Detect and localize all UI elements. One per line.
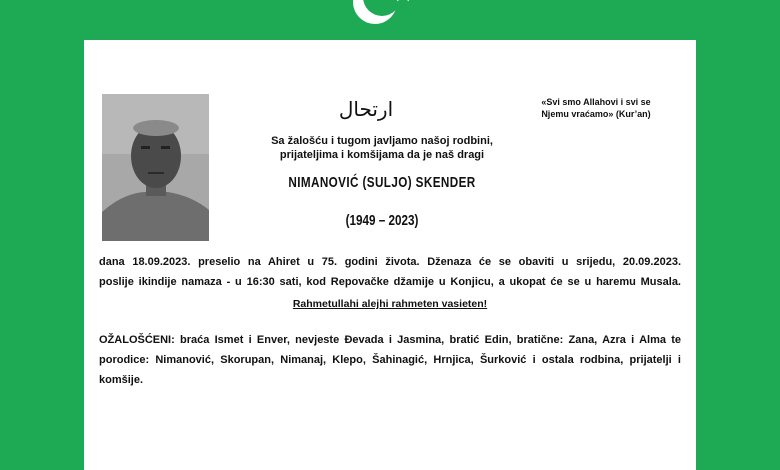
mourners-line: porodice: Nimanović, Skorupan, Nimanaj, Klepo, Šahinagić, Hrnjica, Šurković i ostala rodbina, prijatelji i xyxy=(99,354,681,366)
intro-line: prijateljima i komšijama da je naš dragi xyxy=(279,149,485,161)
quran-quote xyxy=(522,96,670,120)
deceased-years: (1949 – 2023) xyxy=(345,212,419,229)
obituary-card xyxy=(84,40,696,470)
quote-line: «Svi smo Allahovi i svi se xyxy=(541,97,651,107)
arabic-heading: ارتحال xyxy=(338,97,394,121)
mourners-line: OŽALOŠĆENI: braća Ismet i Enver, nevjeste Đevada i Jasmina, bratić Edin, bratične: Zana, Azra i Alma te xyxy=(99,334,681,346)
intro-text xyxy=(232,134,532,162)
mourners-text xyxy=(99,330,681,390)
announcement-text xyxy=(99,252,681,292)
crescent-star-icon xyxy=(345,0,435,28)
announcement-line: dana 18.09.2023. preselio na Ahiret u 75. godini života. Dženaza će se obaviti u srijedu, 20.09.2023. xyxy=(99,256,681,268)
intro-line: Sa žalošću i tugom javljamo našoj rodbini, xyxy=(271,135,493,147)
prayer-text: Rahmetullahi alejhi rahmeten vasieten! xyxy=(292,298,488,310)
deceased-name: NIMANOVIĆ (SULJO) SKENDER xyxy=(288,174,476,191)
mourners-line: komšije. xyxy=(99,374,144,386)
announcement-line: poslije ikindije namaza - u 16:30 sati, kod Repovačke džamije u Konjicu, a ukopat će se u haremu Musala. xyxy=(99,276,681,288)
quote-line: Njemu vraćamo» (Kur’an) xyxy=(541,109,651,119)
deceased-portrait xyxy=(102,94,209,241)
